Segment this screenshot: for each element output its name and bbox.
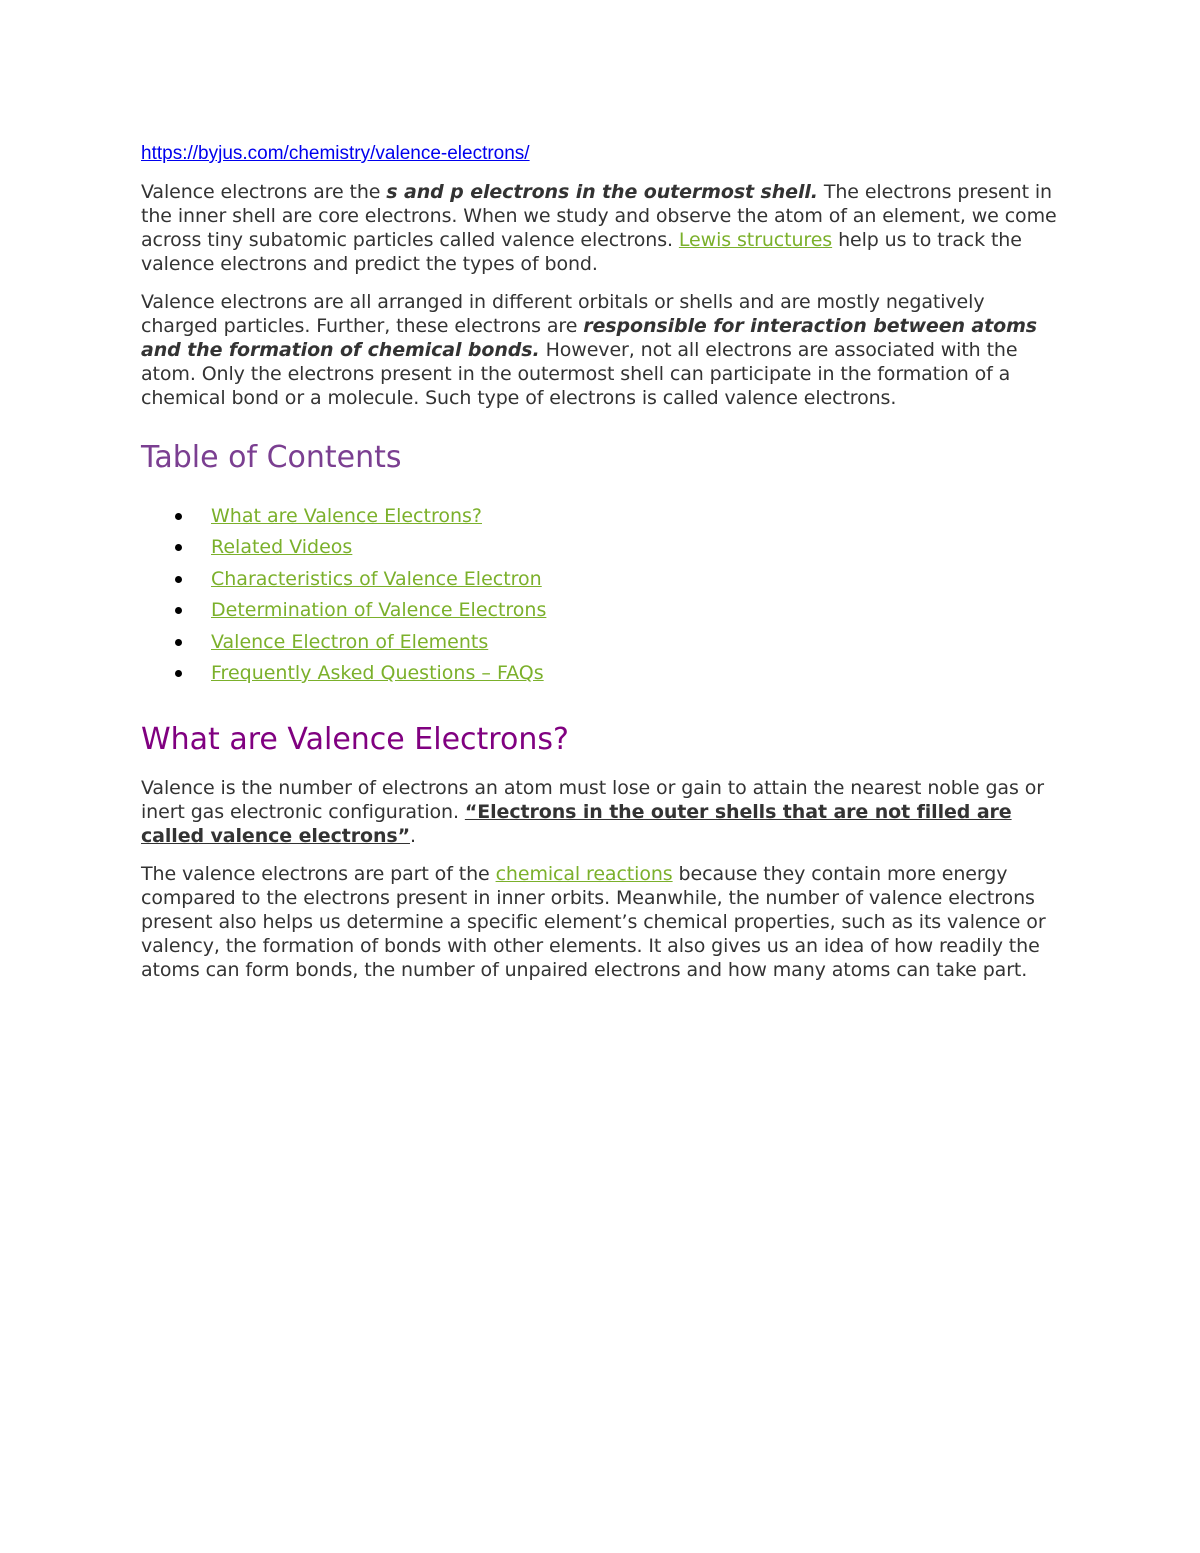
toc-item [141, 630, 1061, 661]
text-run: Valence electrons are all arranged in different orbitals or shells and are mostly negatively charged particles. Further, these electrons are [141, 291, 985, 337]
toc-link-what-are-valence-electrons[interactable]: What are Valence Electrons? [211, 505, 482, 527]
section-paragraph-1 [141, 776, 1061, 848]
toc-item [141, 504, 1061, 535]
section-heading: What are Valence Electrons? [141, 722, 569, 758]
bullet-icon [175, 576, 182, 583]
text-run: Valence electrons are the [141, 181, 387, 203]
document-page [141, 142, 1061, 996]
text-run: Valence is the number of electrons an atom must lose or gain to attain the nearest noble gas or inert gas electronic configuration. [141, 777, 1044, 824]
toc-item [141, 535, 1061, 566]
emphasis-text: responsible for interaction between atoms and the formation of chemical bonds. [141, 315, 1037, 361]
bullet-icon [175, 544, 182, 551]
bullet-icon [175, 607, 182, 614]
text-run: because they contain more energy compared to the electrons present in inner orbits. Meanwhile, the number of valence electrons present also helps us determine a specific element’s chemical properties, such as its valence or valency, the formation of bonds with other elements. It also gives us an idea of how readily the atoms can form bonds, the number of unpaired electrons and how many atoms can take part. [141, 863, 1046, 982]
text-run: help us to track the valence electrons and predict the types of bond. [141, 229, 1022, 275]
toc-heading: Table of Contents [141, 440, 402, 475]
definition-quote: “Electrons in the outer shells that are not filled are called valence electrons” [141, 801, 1012, 848]
toc-link-faqs[interactable]: Frequently Asked Questions – FAQs [211, 661, 544, 684]
toc-item [141, 661, 1061, 692]
toc-link-related-videos[interactable]: Related Videos [211, 536, 353, 559]
lewis-structures-link[interactable]: Lewis structures [678, 229, 833, 251]
bullet-icon [175, 513, 182, 520]
toc-list [141, 504, 1061, 692]
toc-link-characteristics[interactable]: Characteristics of Valence Electron [211, 567, 542, 590]
toc-link-determination[interactable]: Determination of Valence Electrons [211, 599, 547, 622]
emphasis-text: s and p electrons in the outermost shell. [386, 181, 818, 203]
intro-paragraph-1 [141, 180, 1061, 276]
text-run: The valence electrons are part of the [141, 863, 496, 886]
section-paragraph-2 [141, 862, 1061, 982]
chemical-reactions-link[interactable]: chemical reactions [495, 863, 673, 886]
source-url-link[interactable]: https://byjus.com/chemistry/valence-electrons/ [141, 143, 530, 164]
text-run: . [409, 825, 416, 848]
toc-item [141, 598, 1061, 629]
text-run: The electrons present in the inner shell are core electrons. When we study and observe the atom of an element, we come across tiny subatomic particles called valence electrons. [141, 181, 1057, 251]
bullet-icon [175, 670, 182, 677]
toc-link-valence-electron-of-elements[interactable]: Valence Electron of Elements [211, 630, 489, 653]
toc-item [141, 567, 1061, 598]
intro-paragraph-2 [141, 290, 1061, 410]
text-run: However, not all electrons are associated with the atom. Only the electrons present in the outermost shell can participate in the formation of a chemical bond or a molecule. Such type of electrons is called valence electrons. [141, 339, 1018, 409]
bullet-icon [175, 639, 182, 646]
